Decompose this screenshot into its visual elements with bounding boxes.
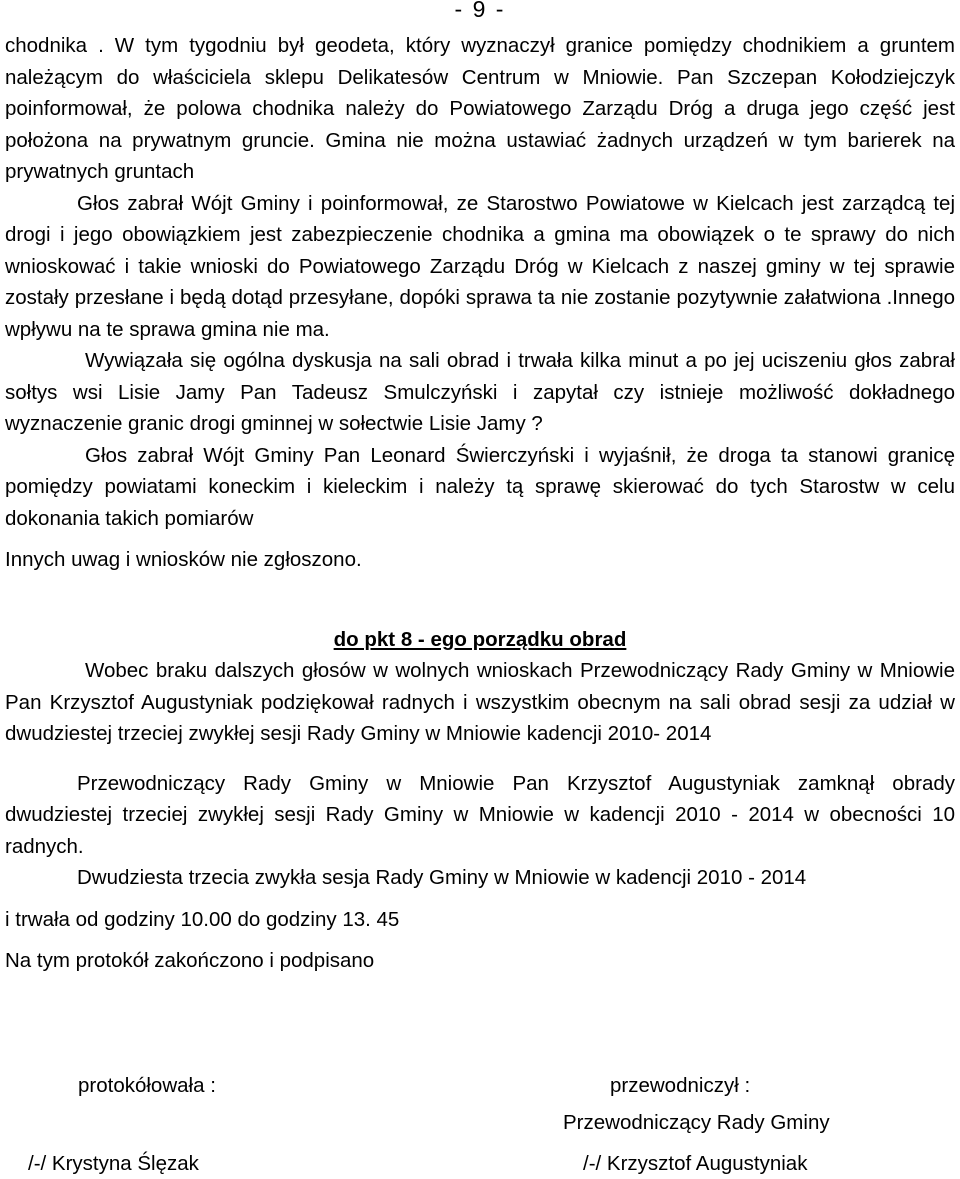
paragraph-wojt-explanation: Głos zabrał Wójt Gminy Pan Leonard Świerczyński i wyjaśnił, że droga ta stanowi granicę pomiędzy powiatami koneckim i kieleckim i należy tą sprawę skierować do tych Starostw w celu dokonania takich pomiarów — [5, 443, 955, 530]
paragraph-signed: Na tym protokół zakończono i podpisano — [5, 949, 375, 972]
paragraph-wojt-response: Głos zabrał Wójt Gminy i poinformował, ze Starostwo Powiatowe w Kielcach jest zarządcą tej drogi i jego obowiązkiem jest zabezpieczenie chodnika a gmina ma obowiązek o te sprawy do nich wnioskować i takie wnioski do Powiatowego Zarządu Dróg w Kielcach z naszej gminy w tej sprawie zostały przesłane i będą dotąd przesyłane, dopóki sprawa ta nie zostanie pozytywnie załatwiona .Innego wpływu na te sprawa gmina nie ma. — [5, 191, 955, 341]
right-signature-title: Przewodniczący Rady Gminy — [563, 1111, 830, 1134]
section-heading: do pkt 8 - ego porządku obrad — [333, 627, 627, 651]
left-signature-name: /-/ Krystyna Ślęzak — [28, 1152, 199, 1175]
right-signature-role: przewodniczył : — [610, 1074, 751, 1097]
page-number: - 9 - — [454, 0, 506, 22]
paragraph-duration: i trwała od godziny 10.00 do godziny 13. 45 — [5, 907, 400, 931]
paragraph-no-comments: Innych uwag i wniosków nie zgłoszono. — [5, 548, 362, 571]
paragraph-closing: Przewodniczący Rady Gminy w Mniowie Pan Krzysztof Augustyniak zamknął obrady dwudziestej trzeciej zwykłej sesji Rady Gminy w Mniowie w kadencji 2010 - 2014 w obecności 10 radnych. — [5, 771, 955, 858]
paragraph-session: Dwudziesta trzecia zwykła sesja Rady Gminy w Mniowie w kadencji 2010 - 2014 — [77, 866, 807, 889]
paragraph-thanks: Wobec braku dalszych głosów w wolnych wnioskach Przewodniczący Rady Gminy w Mniowie Pan Krzysztof Augustyniak podziękował radnych i wszystkim obecnym na sali obrad sesji za udział w dwudziestej trzeciej zwykłej sesji Rady Gminy w Mniowie kadencji 2010- 2014 — [5, 659, 955, 745]
right-signature-name: /-/ Krzysztof Augustyniak — [583, 1152, 808, 1175]
paragraph-sidewalk: chodnika . W tym tygodniu był geodeta, który wyznaczył granice pomiędzy chodnikiem a gruntem należącym do właściciela sklepu Delikatesów Centrum w Mniowie. Pan Szczepan Kołodziejczyk poinformował, że polowa chodnika należy do Powiatowego Zarządu Dróg a druga jego część jest położona na prywatnym gruncie. Gmina nie można ustawiać żadnych urządzeń w tym barierek na prywatnych gruntach — [5, 34, 955, 183]
document-body — [5, 30, 955, 977]
paragraph-discussion: Wywiązała się ogólna dyskusja na sali obrad i trwała kilka minut a po jej uciszeniu głos zabrał sołtys wsi Lisie Jamy Pan Tadeusz Smulczyński i zapytał czy istnieje możliwość dokładnego wyznaczenie granic drogi gminnej w sołectwie Lisie Jamy ? — [5, 349, 955, 435]
left-signature-role: protokółowała : — [78, 1074, 216, 1097]
